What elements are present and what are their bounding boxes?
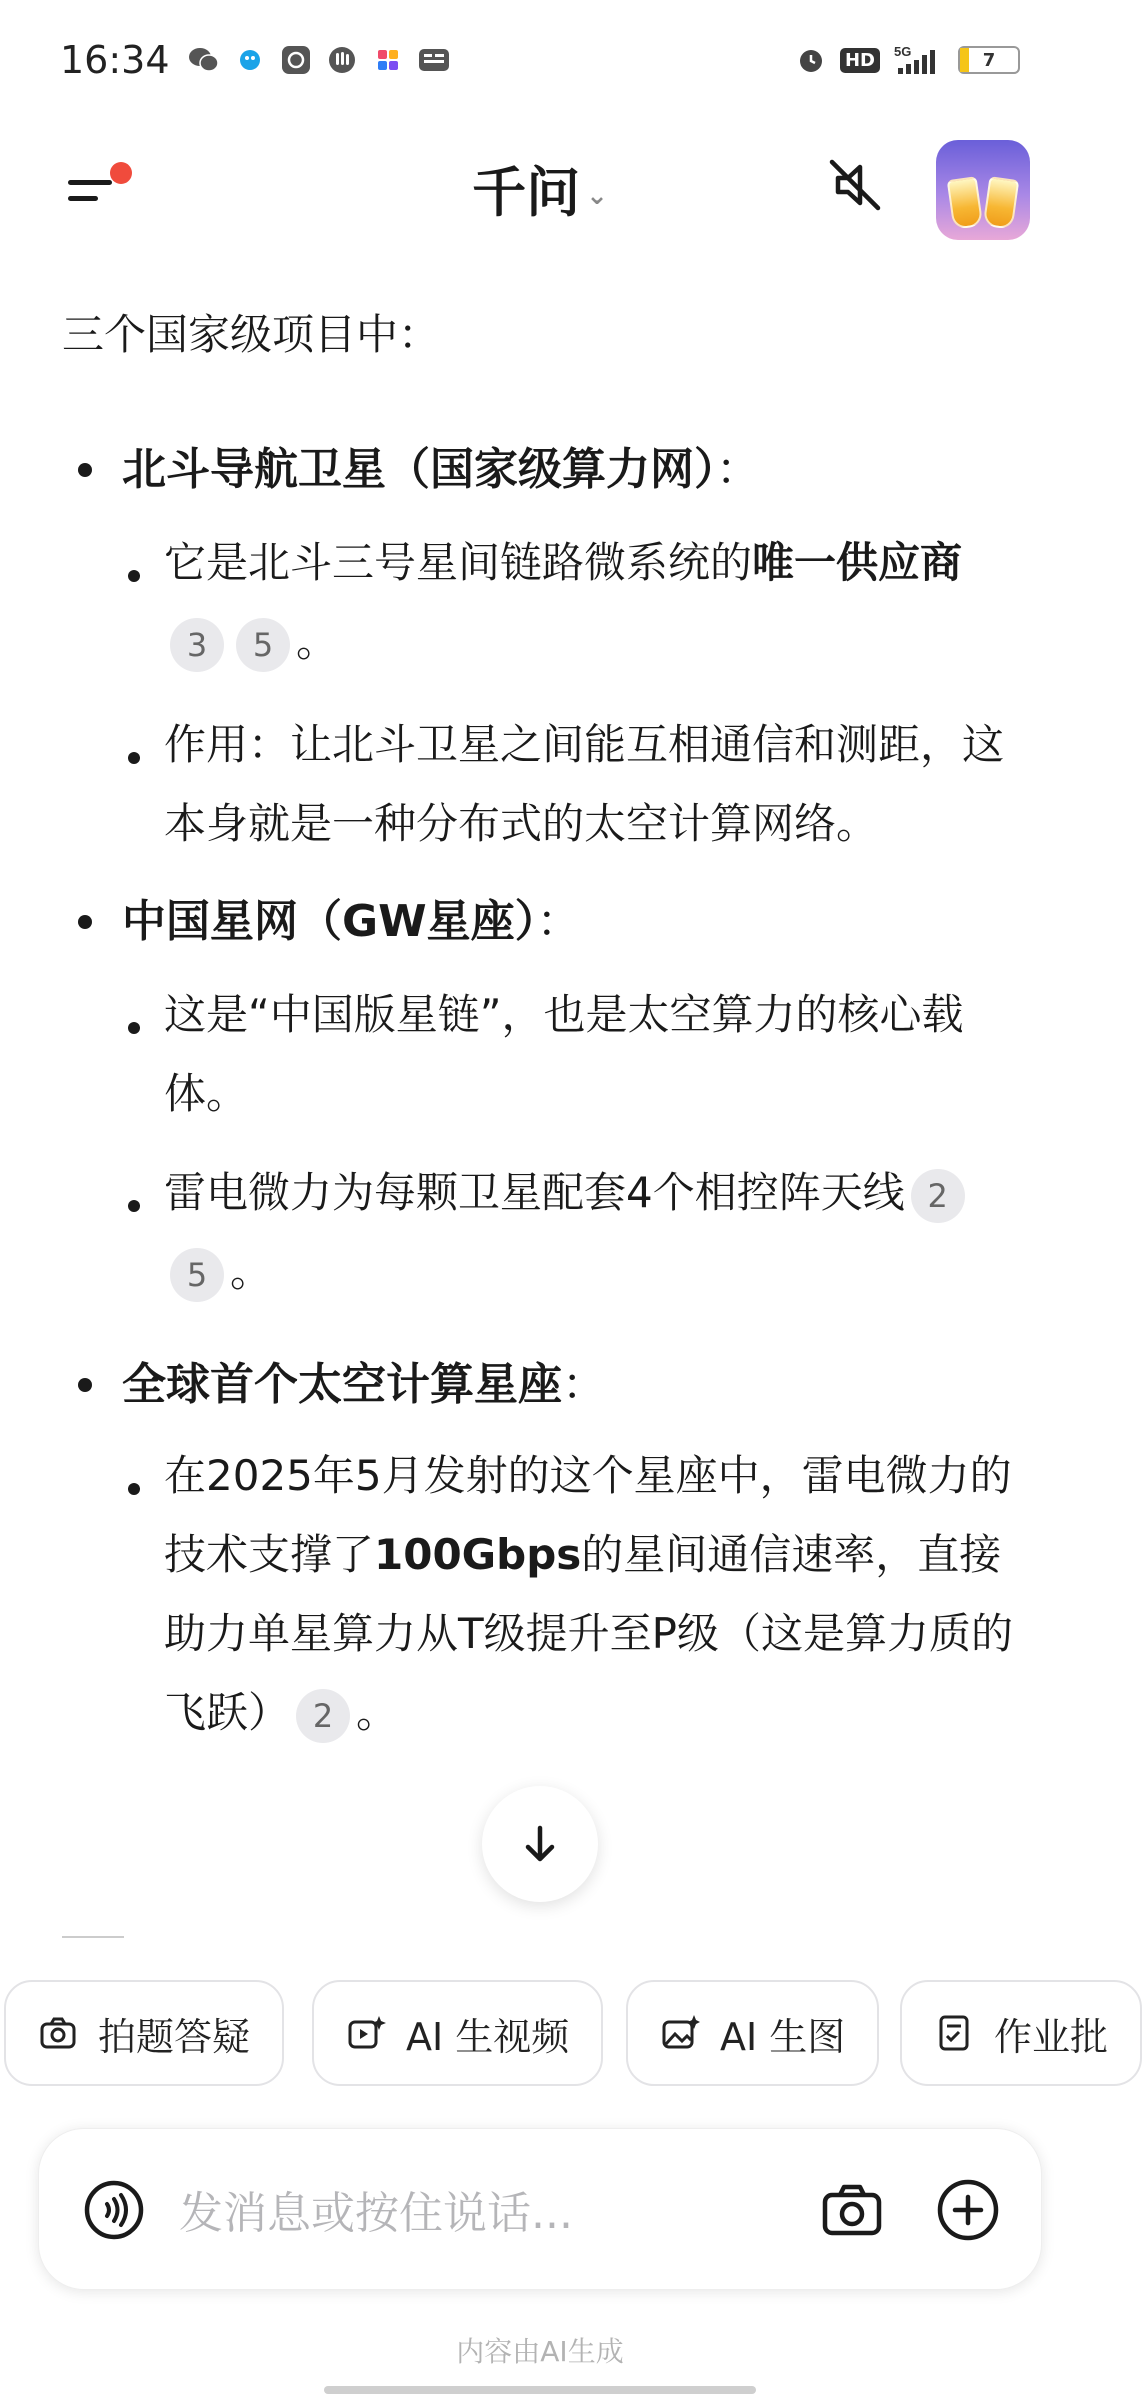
section-heading-text: 北斗导航卫星（国家级算力网） bbox=[122, 444, 716, 495]
chevron-down-icon: ⌄ bbox=[586, 181, 608, 212]
scroll-down-button[interactable] bbox=[482, 1786, 598, 1902]
quick-action-ai-video[interactable] bbox=[312, 1980, 603, 2086]
mute-button[interactable] bbox=[820, 150, 890, 220]
camera-icon bbox=[819, 2177, 885, 2243]
voice-wave-icon bbox=[83, 2179, 145, 2241]
item-text: 。 bbox=[356, 1688, 399, 1737]
quick-action-label: AI 生视频 bbox=[406, 2014, 570, 2059]
quick-actions bbox=[0, 1980, 1109, 2088]
bullet bbox=[128, 1483, 140, 1495]
item-text: 。 bbox=[296, 617, 339, 666]
divider bbox=[62, 1936, 124, 1938]
wechat-icon bbox=[188, 44, 220, 76]
section-heading-text: 全球首个太空计算星座 bbox=[122, 1359, 562, 1410]
heading-colon: ： bbox=[562, 1359, 606, 1410]
quick-action-label: AI 生图 bbox=[720, 2014, 846, 2059]
citation-badge[interactable]: 5 bbox=[170, 1248, 224, 1302]
section-heading bbox=[122, 1345, 606, 1425]
bird-app-icon bbox=[234, 44, 266, 76]
quick-action-label: 作业批 bbox=[994, 2014, 1109, 2059]
section-heading bbox=[122, 882, 581, 962]
list-item: 这是“中国版星链”，也是太空算力的核心载体。 bbox=[164, 990, 964, 1118]
chat-content[interactable] bbox=[0, 255, 1080, 1935]
quick-action-label: 拍题答疑 bbox=[98, 2014, 251, 2059]
app-header bbox=[0, 120, 1080, 250]
item-text: 雷电微力为每颗卫星配套4个相控阵天线 bbox=[164, 1168, 905, 1217]
list-item: 作用：让北斗卫星之间能互相通信和测距，这本身就是一种分布式的太空计算网络。 bbox=[164, 720, 1005, 848]
item-text: 在2025年5月发射的这个星座中，雷电微力的技术支撑了 bbox=[164, 1451, 1012, 1579]
list-item bbox=[164, 1153, 1024, 1311]
status-bar bbox=[0, 0, 1080, 120]
camera-icon bbox=[38, 2013, 78, 2053]
quick-action-ai-image[interactable] bbox=[626, 1980, 879, 2086]
page-title: 千问 bbox=[472, 161, 581, 224]
item-bold-text: 唯一供应商 bbox=[752, 538, 963, 587]
heading-colon: ： bbox=[536, 896, 581, 947]
svg-text:5G: 5G bbox=[894, 44, 912, 59]
system-status bbox=[796, 44, 1020, 76]
list-item bbox=[164, 1436, 1024, 1752]
citation-badge[interactable]: 5 bbox=[236, 618, 290, 672]
add-button[interactable] bbox=[935, 2177, 1001, 2243]
camera-button[interactable] bbox=[819, 2177, 885, 2243]
colorful-app-icon bbox=[372, 44, 404, 76]
bullet bbox=[128, 752, 140, 764]
signal-icon bbox=[894, 44, 944, 76]
model-selector[interactable] bbox=[0, 150, 1080, 227]
heading-colon: ： bbox=[716, 444, 760, 495]
item-text: 。 bbox=[230, 1247, 273, 1296]
quick-action-homework[interactable] bbox=[900, 1980, 1142, 2086]
at-app-icon bbox=[280, 44, 312, 76]
toutiao-icon bbox=[418, 44, 450, 76]
bullet bbox=[128, 1200, 140, 1212]
hd-badge: HD bbox=[840, 48, 880, 73]
section-heading-text: 中国星网（GW星座） bbox=[122, 896, 537, 947]
arrow-down-icon bbox=[516, 1820, 564, 1868]
plus-circle-icon bbox=[935, 2177, 1001, 2243]
bullet bbox=[128, 1022, 140, 1034]
avatar[interactable] bbox=[936, 140, 1030, 240]
bullet bbox=[128, 570, 140, 582]
item-text: 它是北斗三号星间链路微系统的 bbox=[164, 538, 753, 587]
list-item bbox=[164, 523, 1024, 681]
bullet bbox=[78, 915, 92, 929]
hand-app-icon bbox=[326, 44, 358, 76]
lead-text: 三个国家级项目中： bbox=[62, 310, 441, 359]
glass-icon bbox=[947, 176, 984, 230]
home-indicator[interactable] bbox=[324, 2386, 756, 2394]
video-spark-icon bbox=[346, 2013, 386, 2053]
battery-level: 7 bbox=[982, 49, 996, 71]
notification-icons bbox=[188, 44, 450, 76]
homework-icon bbox=[934, 2013, 974, 2053]
alarm-icon bbox=[796, 45, 826, 75]
glass-icon bbox=[983, 176, 1020, 230]
speaker-muted-icon bbox=[820, 150, 890, 220]
citation-badge[interactable]: 2 bbox=[911, 1169, 965, 1223]
citation-badge[interactable]: 2 bbox=[296, 1689, 350, 1743]
image-spark-icon bbox=[660, 2013, 700, 2053]
citation-badge[interactable]: 3 bbox=[170, 618, 224, 672]
item-bold-text: 100Gbps bbox=[374, 1530, 582, 1579]
message-input-bar[interactable] bbox=[38, 2128, 1042, 2290]
item-text: 的星间通信速率，直接助力单星算力从T级提升至P级（这是算力质的飞跃） bbox=[164, 1530, 1013, 1737]
message-input-placeholder[interactable]: 发消息或按住说话... bbox=[179, 2188, 573, 2239]
battery-indicator bbox=[958, 46, 1020, 74]
section-heading bbox=[122, 430, 760, 510]
voice-button[interactable] bbox=[83, 2179, 145, 2241]
status-time: 16:34 bbox=[60, 38, 170, 82]
ai-disclaimer: 内容由AI生成 bbox=[456, 2335, 624, 2368]
quick-action-photo-answer[interactable] bbox=[4, 1980, 284, 2086]
bullet bbox=[78, 463, 92, 477]
bullet bbox=[78, 1378, 92, 1392]
